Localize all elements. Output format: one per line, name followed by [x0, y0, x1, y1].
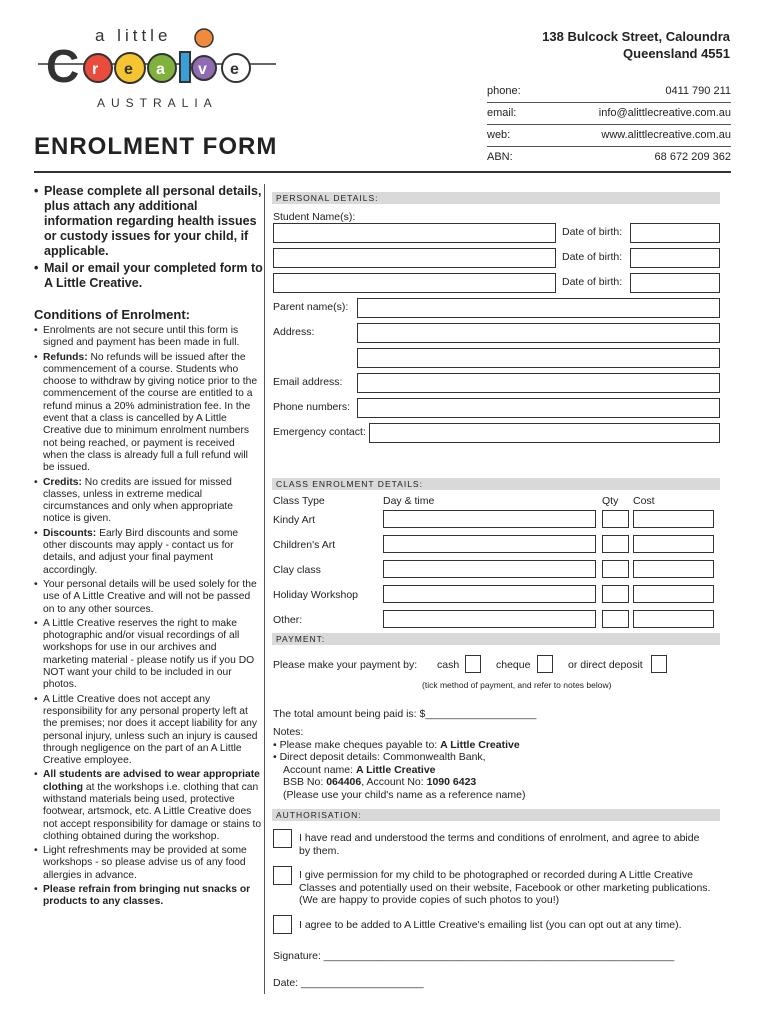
contact-label: phone:	[487, 85, 521, 97]
student-name-input-1[interactable]	[273, 223, 556, 243]
condition-item: • Credits: No credits are issued for missed classes, unless in extreme medical circumstances and only when appropriate notice is given.	[34, 477, 262, 526]
class-name: Kindy Art	[273, 514, 316, 526]
class-name: Clay class	[273, 564, 321, 576]
svg-text:a: a	[156, 61, 165, 78]
address-line-1: 138 Bulcock Street, Caloundra	[542, 29, 730, 44]
email-list-checkbox[interactable]	[273, 915, 292, 934]
payment-prompt: Please make your payment by:	[273, 659, 418, 671]
qty-input[interactable]	[602, 560, 629, 578]
day-time-input[interactable]	[383, 585, 596, 603]
day-time-input[interactable]	[383, 535, 596, 553]
condition-item: • Discounts: Early Bird discounts and some other discounts may apply - contact us for details, and adjust your final payment accordingly.	[34, 528, 262, 577]
day-time-input[interactable]	[383, 560, 596, 578]
col-cost: Cost	[633, 495, 655, 507]
dob-label: Date of birth:	[562, 226, 623, 238]
column-divider	[264, 184, 265, 994]
dob-input-3[interactable]	[630, 273, 720, 293]
condition-item: • A Little Creative reserves the right to make photographic and/or visual recordings of all workshops for use in our archives and marketing material - please notify us if you DO NOT want your child to be included in our photos.	[34, 618, 262, 692]
personal-details-heading: PERSONAL DETAILS:	[272, 192, 720, 204]
contact-value: 68 672 209 362	[654, 151, 731, 163]
cost-input[interactable]	[633, 610, 714, 628]
condition-item: • All students are advised to wear appropriate clothing at the workshops i.e. clothing that can withstand materials being used, protective footwear, artsmock, etc. A Little Creative does not accept responsibility for damage or stains to clothing obtained during the workshop.	[34, 769, 262, 843]
cost-input[interactable]	[633, 560, 714, 578]
cost-input[interactable]	[633, 535, 714, 553]
col-qty: Qty	[602, 495, 619, 507]
contact-abn	[487, 146, 731, 168]
qty-input[interactable]	[602, 585, 629, 603]
authorisation-heading: AUTHORISATION:	[272, 809, 720, 821]
email-list-text: I agree to be added to A Little Creative's emailing list (you can opt out at any time).	[299, 919, 682, 931]
cash-checkbox[interactable]	[465, 655, 481, 673]
qty-input[interactable]	[602, 535, 629, 553]
contact-value: www.alittlecreative.com.au	[601, 129, 731, 141]
address-input-2[interactable]	[357, 348, 720, 368]
header-divider	[34, 171, 731, 173]
email-label: Email address:	[273, 376, 343, 388]
svg-text:v: v	[198, 61, 207, 78]
class-name: Holiday Workshop	[273, 589, 359, 601]
agree-terms-text: I have read and understood the terms and conditions of enrolment, and agree to abide by them.	[299, 832, 700, 857]
notes-label: Notes:	[273, 726, 304, 738]
col-class-type: Class Type	[273, 495, 325, 507]
address-line-2: Queensland 4551	[623, 46, 730, 61]
contact-value: info@alittlecreative.com.au	[598, 107, 731, 119]
logo-sub-text: AUSTRALIA	[97, 96, 218, 110]
svg-text:e: e	[124, 61, 133, 78]
phone-input[interactable]	[357, 398, 720, 418]
deposit-label: or direct deposit	[568, 659, 643, 671]
address-input-1[interactable]	[357, 323, 720, 343]
parent-name-input[interactable]	[357, 298, 720, 318]
dob-input-1[interactable]	[630, 223, 720, 243]
parent-name-label: Parent name(s):	[273, 301, 349, 313]
conditions-heading: Conditions of Enrolment:	[34, 307, 190, 322]
instructions	[34, 184, 264, 293]
class-name: Other:	[273, 614, 303, 626]
student-name-input-2[interactable]	[273, 248, 556, 268]
condition-item: • Please refrain from bringing nut snacks or products to any classes.	[34, 884, 262, 909]
address-label: Address:	[273, 326, 315, 338]
dob-label: Date of birth:	[562, 251, 623, 263]
payment-notes	[273, 726, 713, 801]
condition-item: • Refunds: No refunds will be issued after the commencement of a course. Students who choose to withdraw by giving notice prior to the commencement of the course are entitled to a refund minus a 20% administration fee. In the event that a class is cancelled by A Little Creative due to minimum enrolment numbers not being reached, or payment is received when the class is already full a full refund will be issued.	[34, 352, 262, 475]
signature-line[interactable]: Signature: ____________________________________________________________	[273, 950, 675, 962]
page-title: ENROLMENT FORM	[34, 133, 278, 160]
payment-heading: PAYMENT:	[272, 633, 720, 645]
svg-text:e: e	[230, 61, 239, 78]
student-name-label: Student Name(s):	[273, 211, 356, 223]
instruction-item: • Mail or email your completed form to A Little Creative.	[34, 261, 264, 291]
contact-web	[487, 124, 731, 147]
emergency-input[interactable]	[369, 423, 720, 443]
phone-label: Phone numbers:	[273, 401, 351, 413]
note-account-name: Account name: A Little Creative	[283, 763, 436, 776]
svg-text:r: r	[92, 61, 99, 78]
conditions-list	[34, 325, 262, 911]
contact-label: email:	[487, 107, 517, 119]
class-enrolment-heading: CLASS ENROLMENT DETAILS:	[272, 478, 720, 490]
contact-label: web:	[487, 129, 511, 141]
cash-label: cash	[437, 659, 460, 671]
qty-input[interactable]	[602, 510, 629, 528]
photo-permission-text: I give permission for my child to be photographed or recorded during A Little Creative Classes and potentially used on their website, Facebook or other marketing publications. (We are happy to provide copies of such photos to you!)	[299, 869, 711, 906]
class-name: Children's Art	[273, 539, 336, 551]
deposit-checkbox[interactable]	[651, 655, 667, 673]
note-reference: (Please use your child's name as a reference name)	[283, 788, 526, 801]
instruction-item: • Please complete all personal details, plus attach any additional information regarding health issues or custody issues for your child, if applicable.	[34, 184, 264, 259]
day-time-input[interactable]	[383, 510, 596, 528]
email-input[interactable]	[357, 373, 720, 393]
photo-permission-checkbox[interactable]	[273, 866, 292, 885]
cost-input[interactable]	[633, 585, 714, 603]
contact-value: 0411 790 211	[665, 85, 731, 97]
dob-label: Date of birth:	[562, 276, 623, 288]
condition-item: • Your personal details will be used solely for the use of A Little Creative and will not be passed on to any other sources.	[34, 579, 262, 616]
emergency-label: Emergency contact:	[273, 426, 366, 438]
note-deposit: • Direct deposit details: Commonwealth Bank,	[273, 751, 486, 763]
payment-hint: (tick method of payment, and refer to notes below)	[422, 680, 612, 690]
contact-email	[487, 102, 731, 125]
note-bsb: BSB No: 064406, Account No: 1090 6423	[283, 776, 477, 788]
note-cheque: • Please make cheques payable to: A Little Creative	[273, 738, 520, 751]
logo-graphic	[38, 26, 278, 96]
condition-item: • A Little Creative does not accept any responsibility for any personal property left at the premises; nor does it accept liability for any personal injury, unless such an injury is caused through negligence on the part of an A Little Creative employee.	[34, 694, 262, 768]
qty-input[interactable]	[602, 610, 629, 628]
contact-phone	[487, 80, 731, 103]
condition-item: • Light refreshments may be provided at some workshops - so please advise us of any food allergies in advance.	[34, 845, 262, 882]
date-line[interactable]: Date: _____________________	[273, 977, 424, 989]
agree-terms-checkbox[interactable]	[273, 829, 292, 848]
student-name-input-3[interactable]	[273, 273, 556, 293]
contact-label: ABN:	[487, 151, 513, 163]
cheque-checkbox[interactable]	[537, 655, 553, 673]
logo-top-text: a little	[95, 26, 172, 45]
condition-item: • Enrolments are not secure until this form is signed and payment has been made in full.	[34, 325, 262, 350]
svg-text:C: C	[46, 40, 80, 92]
day-time-input[interactable]	[383, 610, 596, 628]
cost-input[interactable]	[633, 510, 714, 528]
col-day-time: Day & time	[383, 495, 435, 507]
business-address	[542, 28, 730, 62]
cheque-label: cheque	[496, 659, 531, 671]
dob-input-2[interactable]	[630, 248, 720, 268]
total-amount-line: The total amount being paid is: $___________________	[273, 708, 537, 720]
